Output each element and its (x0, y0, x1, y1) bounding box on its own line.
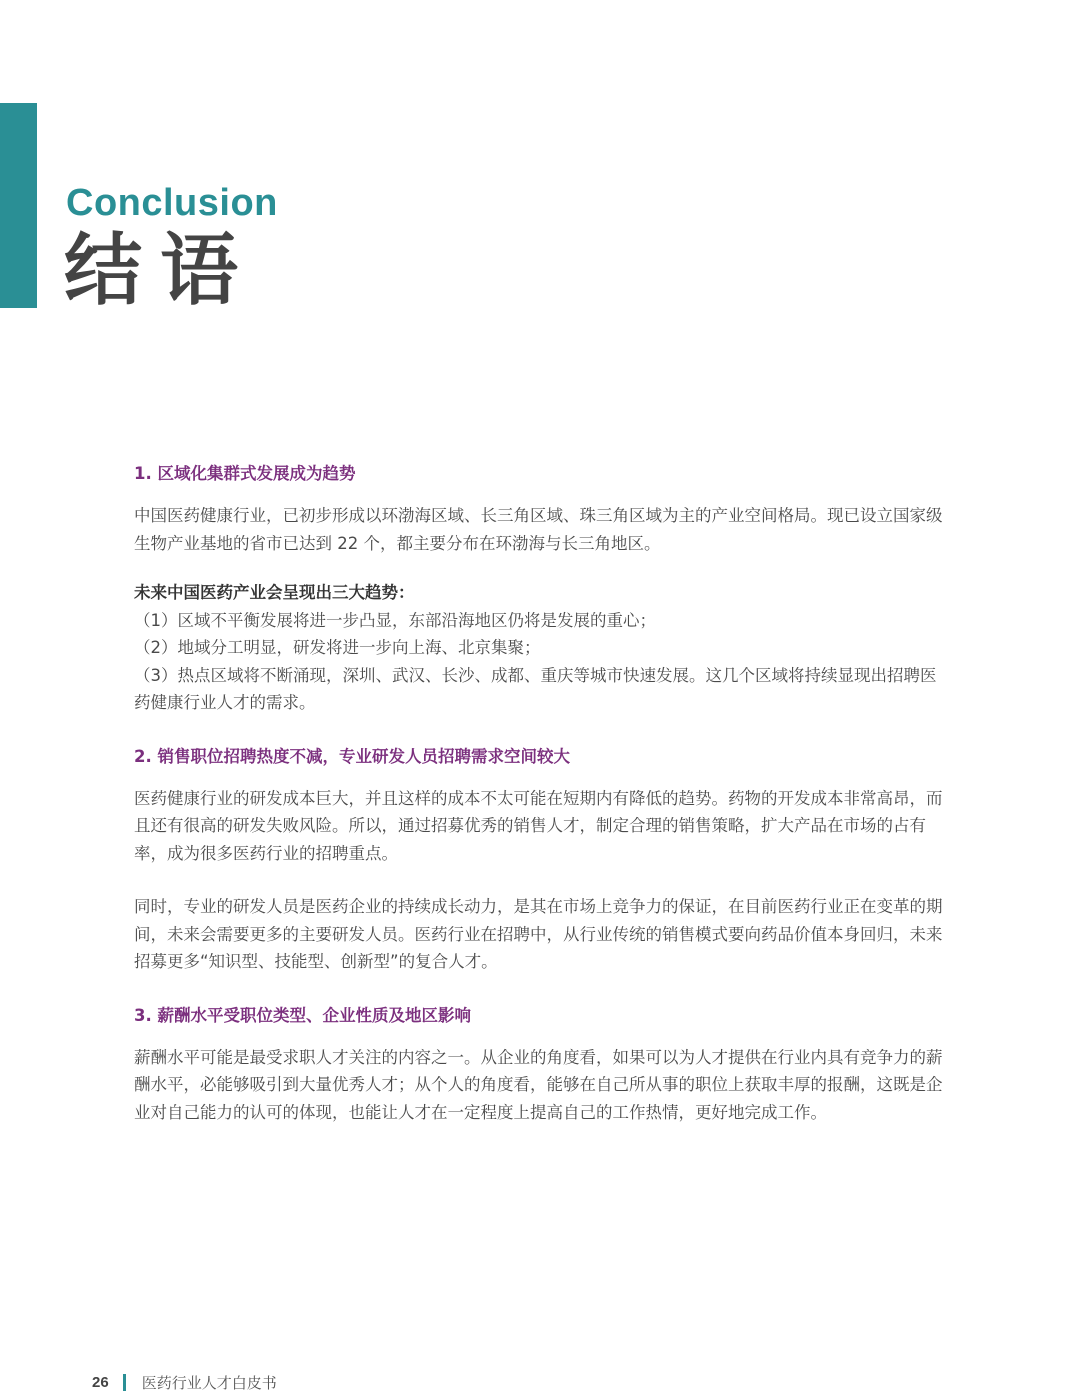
page-footer (92, 1372, 277, 1393)
footer-divider (123, 1374, 126, 1391)
main-content (134, 460, 950, 1126)
page-number: 26 (92, 1374, 109, 1391)
section-1-heading: 1. 区域化集群式发展成为趋势 (134, 464, 356, 483)
list-item: （1）区域不平衡发展将进一步凸显，东部沿海地区仍将是发展的重心； (134, 610, 656, 630)
trend-list (134, 607, 950, 717)
accent-bar (0, 103, 37, 308)
title-english: Conclusion (66, 182, 278, 224)
section-2-paragraph-1: 医药健康行业的研发成本巨大，并且这样的成本不太可能在短期内有降低的趋势。药物的开发成本非常高昂，而且还有很高的研发失败风险。所以，通过招募优秀的销售人才，制定合理的销售策略，扩大产品在市场的占有率，成为很多医药行业的招聘重点。 (134, 788, 943, 863)
section-1-paragraph: 中国医药健康行业，已初步形成以环渤海区域、长三角区域、珠三角区域为主的产业空间格局。现已设立国家级生物产业基地的省市已达到 22 个，都主要分布在环渤海与长三角地区。 (134, 506, 943, 553)
section-1-subheading: 未来中国医药产业会呈现出三大趋势： (134, 583, 415, 602)
title-chinese: 结语 (64, 225, 257, 316)
section-3-paragraph: 薪酬水平可能是最受求职人才关注的内容之一。从企业的角度看，如果可以为人才提供在行业内具有竞争力的薪酬水平，必能够吸引到大量优秀人才；从个人的角度看，能够在自己所从事的职位上获取丰厚的报酬，这既是企业对自己能力的认可的体现，也能让人才在一定程度上提高自己的工作热情，更好地完成工作。 (134, 1047, 943, 1122)
section-2-paragraph-2: 同时，专业的研发人员是医药企业的持续成长动力，是其在市场上竞争力的保证，在目前医药行业正在变革的期间，未来会需要更多的主要研发人员。医药行业在招聘中，从行业传统的销售模式要向药品价值本身回归，未来招募更多“知识型、技能型、创新型”的复合人才。 (134, 897, 943, 971)
section-2-heading: 2. 销售职位招聘热度不减，专业研发人员招聘需求空间较大 (134, 746, 570, 766)
list-item: （3）热点区域将不断涌现，深圳、武汉、长沙、成都、重庆等城市快速发展。这几个区域将持续显现出招聘医药健康行业人才的需求。 (134, 665, 937, 712)
section-3-heading: 3. 薪酬水平受职位类型、企业性质及地区影响 (134, 1005, 471, 1025)
footer-doc-title: 医药行业人才白皮书 (141, 1374, 277, 1392)
list-item: （2）地域分工明显，研发将进一步向上海、北京集聚； (134, 638, 541, 657)
